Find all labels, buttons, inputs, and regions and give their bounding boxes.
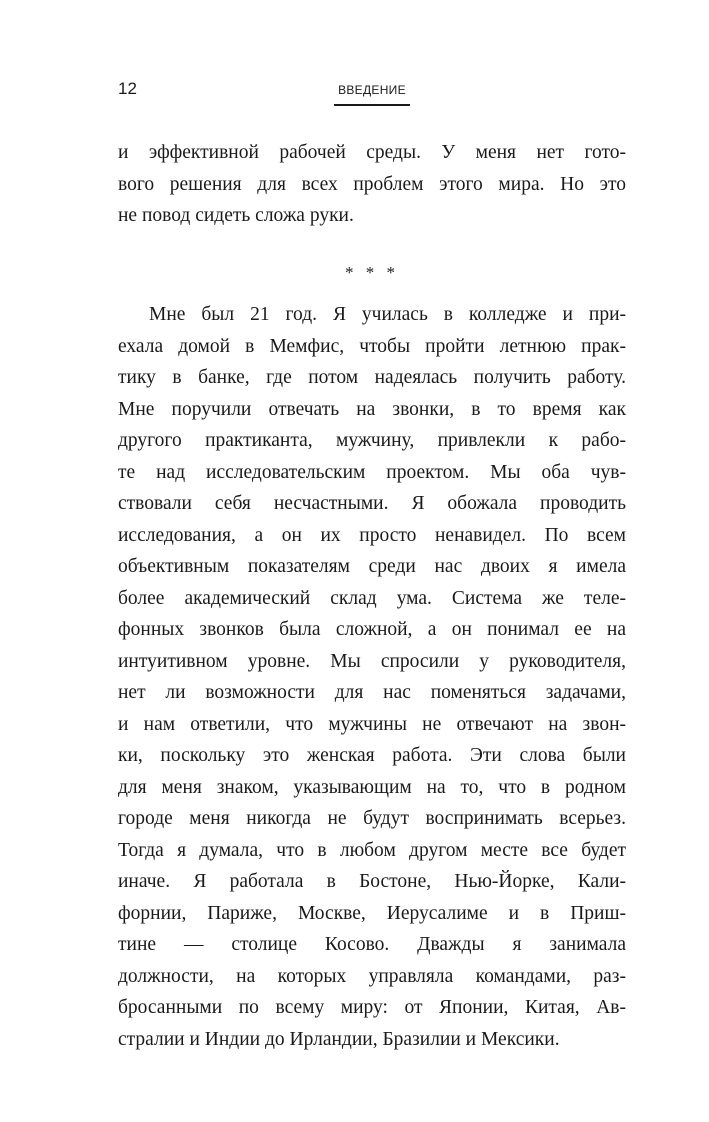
text-line: ехала домой в Мемфис, чтобы пройти летнюю прак- bbox=[118, 335, 626, 357]
text-line: иначе. Я работала в Бостоне, Нью-Йорке, Кали- bbox=[118, 871, 626, 892]
text-line: тику в банке, где потом надеялась получить работу. bbox=[118, 367, 626, 388]
paragraph-2 bbox=[118, 299, 626, 1055]
text-line: исследования, а он их просто ненавидел. По всем bbox=[118, 524, 626, 546]
text-line: Мне поручили отвечать на звонки, в то время как bbox=[118, 398, 626, 420]
text-line: для меня знаком, указывающим на то, что в родном bbox=[118, 776, 626, 798]
text-line: те над исследовательским проектом. Мы оба чув- bbox=[118, 461, 626, 483]
text-line: ствовали себя несчастными. Я обожала проводить bbox=[118, 493, 626, 514]
text-line: другого практиканта, мужчину, привлекли к рабо- bbox=[118, 430, 626, 451]
text-line: вого решения для всех проблем этого мира. Но это bbox=[118, 173, 626, 195]
text-line: Тогда я думала, что в любом другом месте все будет bbox=[118, 839, 626, 861]
page-number: 12 bbox=[118, 79, 137, 98]
paragraph-1 bbox=[118, 137, 626, 232]
text-line: тине — столице Косово. Дважды я занимала bbox=[118, 934, 626, 955]
text-line: форнии, Париже, Москве, Иерусалиме и в Приш- bbox=[118, 902, 626, 924]
text-line: нет ли возможности для нас поменяться задачами, bbox=[118, 682, 626, 703]
running-head: ВВЕДЕНИЕ bbox=[334, 82, 410, 106]
text-line: интуитивном уровне. Мы спросили у руководителя, bbox=[118, 650, 626, 672]
text-line: Мне был 21 год. Я училась в колледже и при- bbox=[149, 304, 626, 325]
text-line: стралии и Индии до Ирландии, Бразилии и Мексики. bbox=[118, 1028, 560, 1050]
text-line: городе меня никогда не будут воспринимать всерьез. bbox=[118, 808, 626, 829]
text-line: и нам ответили, что мужчины не отвечают на звон- bbox=[118, 713, 626, 735]
text-line: и эффективной рабочей среды. У меня нет гото- bbox=[118, 142, 626, 163]
text-line: объективным показателям среди нас двоих я имела bbox=[118, 556, 626, 577]
text-line: бросанными по всему миру: от Японии, Китая, Ав- bbox=[118, 997, 626, 1018]
text-line: более академический склад ума. Система же теле- bbox=[118, 587, 626, 609]
text-line: ки, поскольку это женская работа. Эти слова были bbox=[118, 745, 626, 766]
text-line: не повод сидеть сложа руки. bbox=[118, 205, 354, 226]
text-line: фонных звонков была сложной, а он понимал ее на bbox=[118, 619, 626, 640]
text-line: должности, на которых управляла командами, раз- bbox=[118, 965, 626, 987]
section-separator: * * * bbox=[345, 263, 399, 282]
